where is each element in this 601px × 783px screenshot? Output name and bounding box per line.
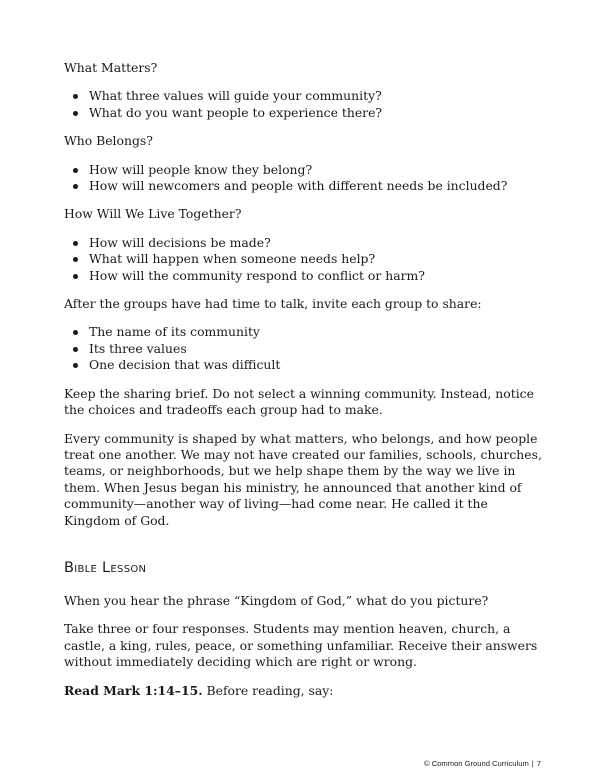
share-intro: After the groups have had time to talk, invite each group to share:	[64, 296, 482, 312]
section-heading-live-together: How Will We Live Together?	[64, 206, 242, 222]
list-item: What do you want people to experience there?	[64, 105, 544, 121]
section-heading-what-matters: What Matters?	[64, 60, 158, 75]
list-item: One decision that was difficult	[64, 357, 544, 373]
scripture-reference: Read Mark 1:14–15.	[64, 682, 203, 698]
share-list	[64, 324, 544, 373]
list-item: How will decisions be made?	[64, 235, 544, 251]
bible-lesson-responses: Take three or four responses. Students may mention heaven, church, a castle, a king, rules, peace, or something unfamiliar. Receive their answers without immediately deciding which are right or wrong.	[64, 621, 538, 670]
section-heading-who-belongs: Who Belongs?	[64, 133, 153, 149]
bible-lesson-question: When you hear the phrase “Kingdom of God,” what do you picture?	[64, 592, 489, 608]
list-item: How will newcomers and people with different needs be included?	[64, 178, 544, 194]
list-item: Its three values	[64, 341, 544, 357]
who-belongs-list	[64, 162, 544, 195]
paragraph-brief: Keep the sharing brief. Do not select a winning community. Instead, notice the choices and tradeoffs each group had to make.	[64, 385, 534, 418]
live-together-list	[64, 235, 544, 284]
footer-credit: © Common Ground Curriculum	[424, 759, 529, 768]
bible-lesson-title: Bible Lesson	[64, 559, 147, 576]
list-item: The name of its community	[64, 324, 544, 340]
what-matters-list	[64, 88, 544, 121]
read-instruction: Before reading, say:	[202, 682, 334, 698]
list-item: What will happen when someone needs help?	[64, 251, 544, 267]
page-number: 7	[536, 759, 541, 768]
page-footer	[424, 759, 541, 768]
page-content	[64, 60, 544, 711]
bible-lesson-read	[64, 683, 544, 699]
list-item: What three values will guide your community?	[64, 88, 544, 104]
paragraph-community: Every community is shaped by what matters, who belongs, and how people treat one another. We may not have created our families, schools, churches, teams, or neighborhoods, but we help shape them by the way we live in them. When Jesus began his ministry, he announced that another kind of community—another way of living—had come near. He called it the Kingdom of God.	[64, 430, 542, 528]
footer-separator: |	[531, 759, 534, 768]
list-item: How will the community respond to conflict or harm?	[64, 268, 544, 284]
list-item: How will people know they belong?	[64, 162, 544, 178]
